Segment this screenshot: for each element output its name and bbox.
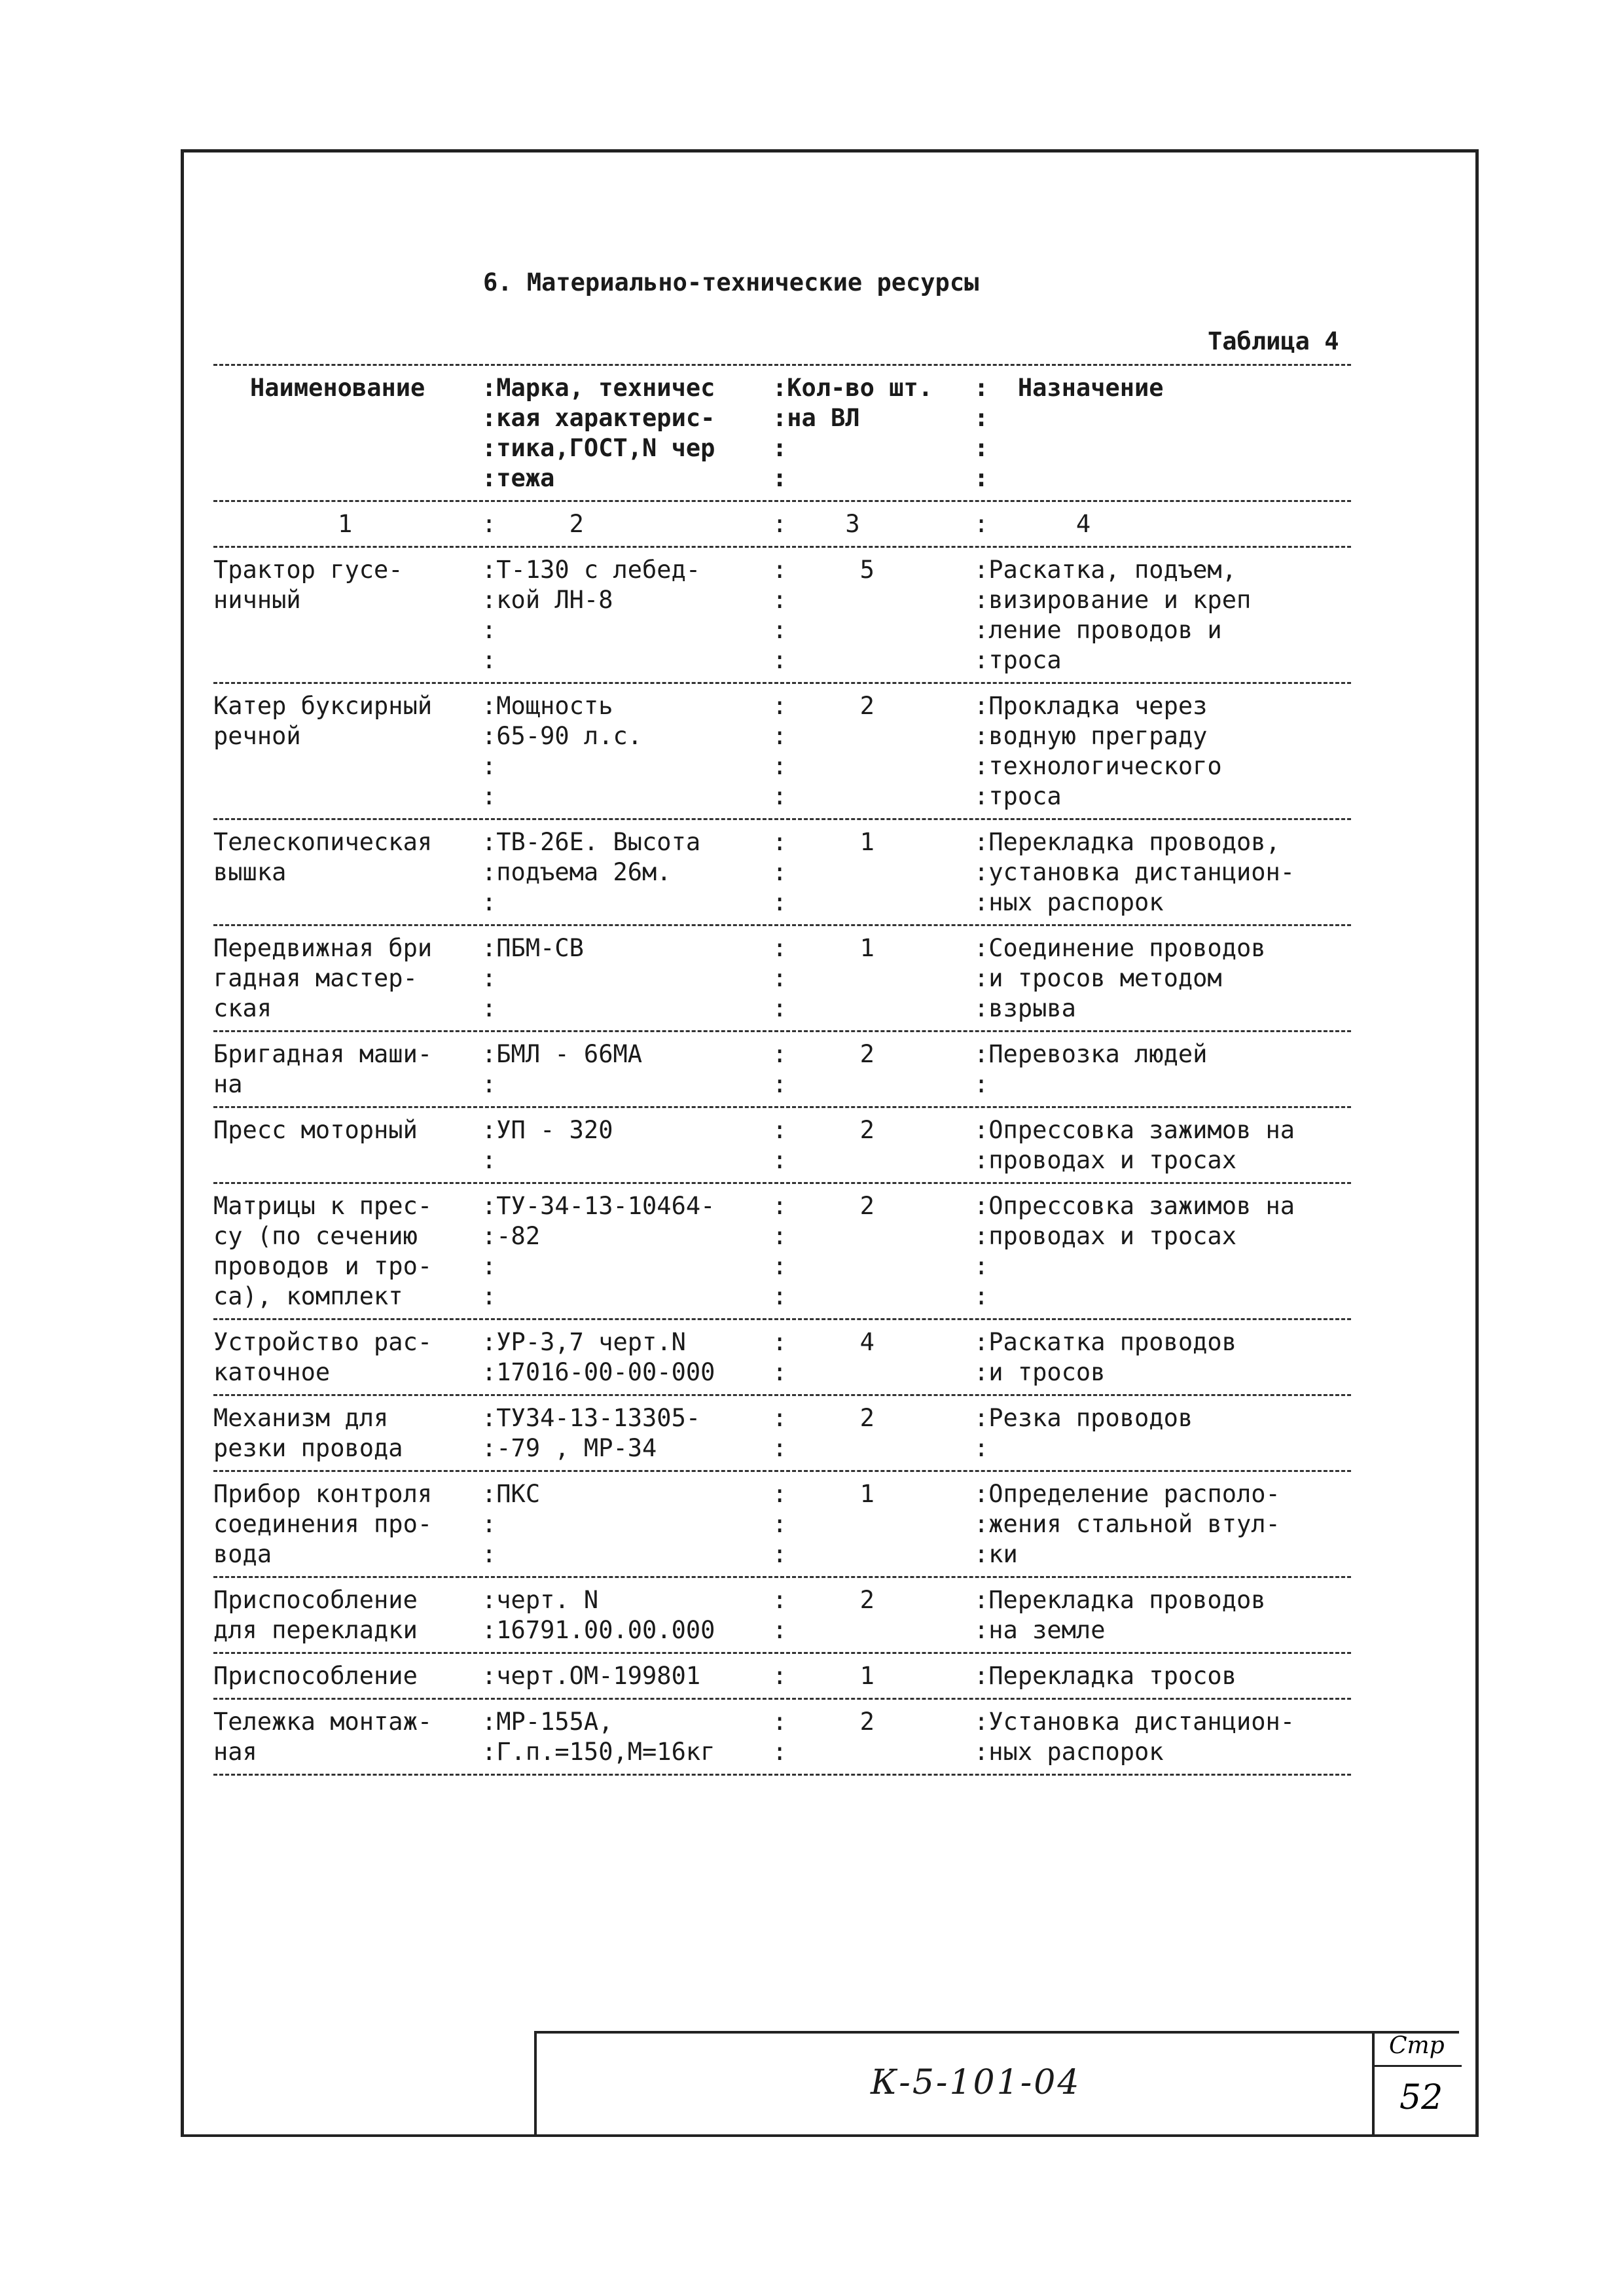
row-rule [213,1394,1351,1396]
table-row-c4-line: : [974,1282,989,1310]
header-c4 [974,373,1164,493]
header-c3 [772,373,933,493]
table-row-c4-line: :троса [974,646,1062,674]
table-row-c4 [974,555,1251,675]
table-row-c3 [772,933,875,1024]
table-row-c3-line: : 1 [772,1480,875,1508]
table-row-c1 [213,1707,432,1767]
column-number-c4: : 4 [974,510,1091,538]
table-row-c4 [974,1115,1295,1175]
table-row-c3-line: : [772,782,787,810]
table-row-c3-line: : [772,964,787,992]
table-row-c3-line: : [772,586,787,614]
header-c3-line: :на ВЛ [772,404,860,432]
table-row-c1-line: соединения про- [213,1510,433,1538]
table-row-c3-line: : [772,646,787,674]
table-row-c2 [482,933,584,1024]
table-row-c1 [213,1327,432,1388]
table-row-c2-line: :БМЛ - 66МА [482,1040,643,1068]
table-row-c2-line: : [482,646,497,674]
table-row-c3-line: : 2 [772,692,875,720]
table-row-c1-line: Устройство рас- [213,1328,433,1356]
table-row-c4 [974,1039,1207,1100]
table-row-c1-line: Тележка монтаж- [213,1708,433,1736]
table-row-c2 [482,1479,540,1570]
table-row-c4-line: :Перекладка проводов [974,1586,1266,1614]
table-row-c4 [974,1191,1295,1312]
table-row-c4-line: :Опрессовка зажимов на [974,1192,1295,1220]
row-rule [213,1182,1351,1184]
header-c2-line: :тежа [482,464,555,492]
table-row-c3-line: : [772,1222,787,1250]
table-row-c1 [213,1661,418,1691]
table-row-c3 [772,827,875,918]
table-row-c4-line: : [974,1252,989,1280]
table-row-c4 [974,827,1295,918]
table-row-c4-line: :проводах и тросах [974,1222,1236,1250]
table-row-c3-line: : [772,1616,787,1644]
row-rule [213,682,1351,684]
table-row-c1-line: Бригадная маши- [213,1040,433,1068]
row-rule [213,1470,1351,1472]
table-row-c2 [482,1039,642,1100]
table-row-c4-line: :на земле [974,1616,1106,1644]
table-row-c2-line: :подъема 26м. [482,858,672,886]
header-top-rule [213,364,1351,366]
table-row-c1-line: каточное [213,1358,331,1386]
row-rule [213,1106,1351,1108]
table-row-c4 [974,1479,1280,1570]
table-row-c3 [772,1585,875,1645]
table-row-c2-line: : [482,888,497,916]
table-row-c3-line: : 2 [772,1192,875,1220]
row-rule [213,818,1351,820]
table-row-c1 [213,1191,432,1312]
table-row-c2-line: : [482,964,497,992]
header-c2 [482,373,715,493]
table-row-c3-line: : [772,1738,787,1766]
row-rule [213,1698,1351,1700]
table-row-c3-line: : 2 [772,1586,875,1614]
table-row-c1-line: речной [213,722,301,750]
table-row-c3-line: : [772,1146,787,1174]
table-row-c3-line: : [772,1434,787,1462]
table-row-c1-line: ная [213,1738,257,1766]
table-row-c4-line: :Раскатка, подъем, [974,556,1236,584]
table-row-c2-line: :Г.п.=150,М=16кг [482,1738,715,1766]
table-row-c4-line: :и тросов методом [974,964,1222,992]
row-rule [213,1576,1351,1578]
table-row-c2-line: : [482,752,497,780]
page-number-box [1372,2031,1459,2134]
table-row-c1-line: вода [213,1540,272,1568]
table-row-c2 [482,1191,715,1312]
table-row-c1-line: Механизм для [213,1404,389,1432]
table-row-c4-line: :жения стальной втул- [974,1510,1280,1538]
table-row-c2-line: : [482,1282,497,1310]
table-row-c3-line: : [772,1282,787,1310]
table-row-c2 [482,555,700,675]
table-row-c3-line: : 4 [772,1328,875,1356]
table-row-c1-line: Трактор гусе- [213,556,403,584]
page-number: 52 [1399,2078,1443,2117]
table-row-c4-line: :проводах и тросах [974,1146,1236,1174]
table-row-c1 [213,1039,432,1100]
table-row-c2-line: :65-90 л.с. [482,722,643,750]
table-row-c2-line: :МР-155А, [482,1708,613,1736]
table-row-c2-line: :ПБМ-СВ [482,934,584,962]
table-row-c4-line: :Соединение проводов [974,934,1266,962]
table-row-c2 [482,1585,715,1645]
table-row-c1-line: гадная мастер- [213,964,418,992]
table-row-c4-line: :взрыва [974,994,1076,1022]
table-row-c4-line: :визирование и креп [974,586,1252,614]
table-row-c4-line: : [974,1070,989,1098]
table-row-c2-line: :ТУ34-13-13305- [482,1404,701,1432]
table-row-c4-line: :ление проводов и [974,616,1222,644]
table-row-c1 [213,1479,432,1570]
table-row-c3-line: : [772,722,787,750]
table-row-c3-line: : [772,888,787,916]
table-row-c3 [772,1039,875,1100]
table-row-c2-line: : [482,994,497,1022]
table-row-c2-line: :кой ЛН-8 [482,586,613,614]
table-row-c2 [482,1327,715,1388]
table-row-c1-line: проводов и тро- [213,1252,433,1280]
header-c4-line: : [974,404,989,432]
table-row-c4-line: :ки [974,1540,1018,1568]
header-c3-line: : [772,434,787,462]
table-row-c4-line: :Перевозка людей [974,1040,1208,1068]
table-row-c3 [772,1661,875,1691]
table-row-c3-line: : 5 [772,556,875,584]
table-row-c4-line: :технологического [974,752,1222,780]
table-row-c1 [213,933,432,1024]
table-row-c4 [974,933,1266,1024]
table-row-c3 [772,1403,875,1463]
table-row-c1-line: на [213,1070,243,1098]
table-row-c4-line: :установка дистанцион- [974,858,1295,886]
numbers-rule [213,546,1351,548]
header-c2-line: :Марка, техничес [482,374,715,402]
header-c2-line: :кая характерис- [482,404,715,432]
table-row-c4-line: :ных распорок [974,888,1164,916]
table-row-c2-line: : [482,1146,497,1174]
column-number-c1: 1 [338,510,353,538]
table-row-c4-line: : [974,1434,989,1462]
table-row-c1-line: Приспособление [213,1586,418,1614]
table-row-c2-line: :17016-00-00-000 [482,1358,715,1386]
table-row-c3-line: : [772,752,787,780]
table-row-c1-line: вышка [213,858,287,886]
table-row-c2-line: : [482,616,497,644]
table-row-c3 [772,555,875,675]
page-label: Стр [1389,2032,1445,2059]
row-rule [213,1030,1351,1032]
table-row-c3-line: : 2 [772,1040,875,1068]
table-row-c2-line: :ПКС [482,1480,541,1508]
table-row-c3-line: : [772,1358,787,1386]
table-row-c2-line: : [482,1510,497,1538]
table-row-c1-line: Пресс моторный [213,1116,418,1144]
header-c4-line: : Назначение [974,374,1164,402]
header-c1-line: Наименование [250,374,425,402]
table-row-c2-line: :Т-130 с лебед- [482,556,701,584]
table-row-c4 [974,1707,1295,1767]
column-number-c2: : 2 [482,510,584,538]
table-row-c4-line: :водную преграду [974,722,1208,750]
table-label: Таблица 4 [1208,327,1339,355]
header-c1 [250,373,425,403]
table-row-c2-line: :черт. N [482,1586,599,1614]
table-row-c3 [772,1115,875,1175]
table-row-c1-line: су (по сечению [213,1222,418,1250]
table-row-c2 [482,827,700,918]
table-row-c2-line: :УП - 320 [482,1116,613,1144]
table-row-c3-line: : 1 [772,934,875,962]
table-row-c2-line: : [482,1252,497,1280]
table-row-c4-line: :ных распорок [974,1738,1164,1766]
table-row-c2-line: : [482,1070,497,1098]
table-row-c4-line: :и тросов [974,1358,1106,1386]
table-row-c1 [213,555,403,615]
table-row-c2-line: :черт.ОМ-199801 [482,1662,701,1690]
header-c3-line: :Кол-во шт. [772,374,933,402]
table-row-c1 [213,1585,418,1645]
table-row-c4-line: :троса [974,782,1062,810]
table-row-c2-line: :УР-3,7 черт.N [482,1328,686,1356]
table-row-c1-line: ничный [213,586,301,614]
table-row-c4-line: :Установка дистанцион- [974,1708,1295,1736]
table-row-c4-line: :Определение располо- [974,1480,1280,1508]
table-row-c4 [974,1585,1266,1645]
row-rule [213,1774,1351,1776]
table-row-c4 [974,691,1222,812]
table-row-c3-line: : [772,1510,787,1538]
row-rule [213,924,1351,926]
table-row-c2-line: :ТВ-26Е. Высота [482,828,701,856]
table-row-c2-line: : [482,1540,497,1568]
column-number-c3: : 3 [772,510,860,538]
table-row-c4 [974,1661,1236,1691]
table-row-c2-line: :-82 [482,1222,541,1250]
table-row-c3-line: : 2 [772,1708,875,1736]
table-row-c3-line: : [772,858,787,886]
table-row-c4 [974,1403,1193,1463]
table-row-c4-line: :Резка проводов [974,1404,1193,1432]
table-row-c3 [772,691,875,812]
table-row-c1-line: са), комплект [213,1282,403,1310]
table-row-c2 [482,1707,715,1767]
table-row-c4-line: :Перекладка тросов [974,1662,1236,1690]
table-row-c3-line: : 1 [772,1662,875,1690]
header-c4-line: : [974,434,989,462]
table-row-c3-line: : 2 [772,1116,875,1144]
header-bottom-rule [213,500,1351,502]
document-code: К-5-101-04 [871,2063,1081,2102]
page-box-divider [1375,2065,1462,2067]
header-c4-line: : [974,464,989,492]
table-row-c1-line: ская [213,994,272,1022]
table-row-c4-line: :Перекладка проводов, [974,828,1280,856]
table-row-c1-line: Приспособление [213,1662,418,1690]
table-row-c2-line: :Мощность [482,692,613,720]
table-row-c3-line: : [772,616,787,644]
table-row-c3-line: : 2 [772,1404,875,1432]
table-row-c2-line: :-79 , МР-34 [482,1434,657,1462]
row-rule [213,1318,1351,1320]
table-row-c3 [772,1327,875,1388]
table-row-c1 [213,1403,403,1463]
table-row-c2 [482,1115,613,1175]
section-heading: 6. Материально-технические ресурсы [483,268,979,296]
table-row-c1-line: Передвижная бри [213,934,433,962]
row-rule [213,1652,1351,1654]
table-row-c1 [213,691,432,751]
header-c2-line: :тика,ГОСТ,N чер [482,434,715,462]
table-row-c1-line: Катер буксирный [213,692,433,720]
table-row-c1-line: Матрицы к прес- [213,1192,433,1220]
table-row-c1-line: резки провода [213,1434,403,1462]
table-row-c3-line: : 1 [772,828,875,856]
table-row-c3-line: : [772,1070,787,1098]
table-row-c3 [772,1479,875,1570]
table-row-c4-line: :Прокладка через [974,692,1208,720]
table-row-c3 [772,1191,875,1312]
table-row-c1-line: Телескопическая [213,828,433,856]
table-row-c3-line: : [772,994,787,1022]
table-row-c4 [974,1327,1236,1388]
table-row-c2 [482,1661,700,1691]
table-row-c3-line: : [772,1540,787,1568]
table-row-c4-line: :Опрессовка зажимов на [974,1116,1295,1144]
table-row-c2-line: : [482,782,497,810]
table-row-c3-line: : [772,1252,787,1280]
table-row-c1 [213,1115,418,1145]
table-row-c2 [482,1403,700,1463]
header-c3-line: : [772,464,787,492]
table-row-c1 [213,827,432,888]
table-row-c2 [482,691,642,812]
table-row-c2-line: :ТУ-34-13-10464- [482,1192,715,1220]
table-row-c2-line: :16791.00.00.000 [482,1616,715,1644]
table-row-c1-line: Прибор контроля [213,1480,433,1508]
table-row-c3 [772,1707,875,1767]
table-row-c4-line: :Раскатка проводов [974,1328,1236,1356]
table-row-c1-line: для перекладки [213,1616,418,1644]
